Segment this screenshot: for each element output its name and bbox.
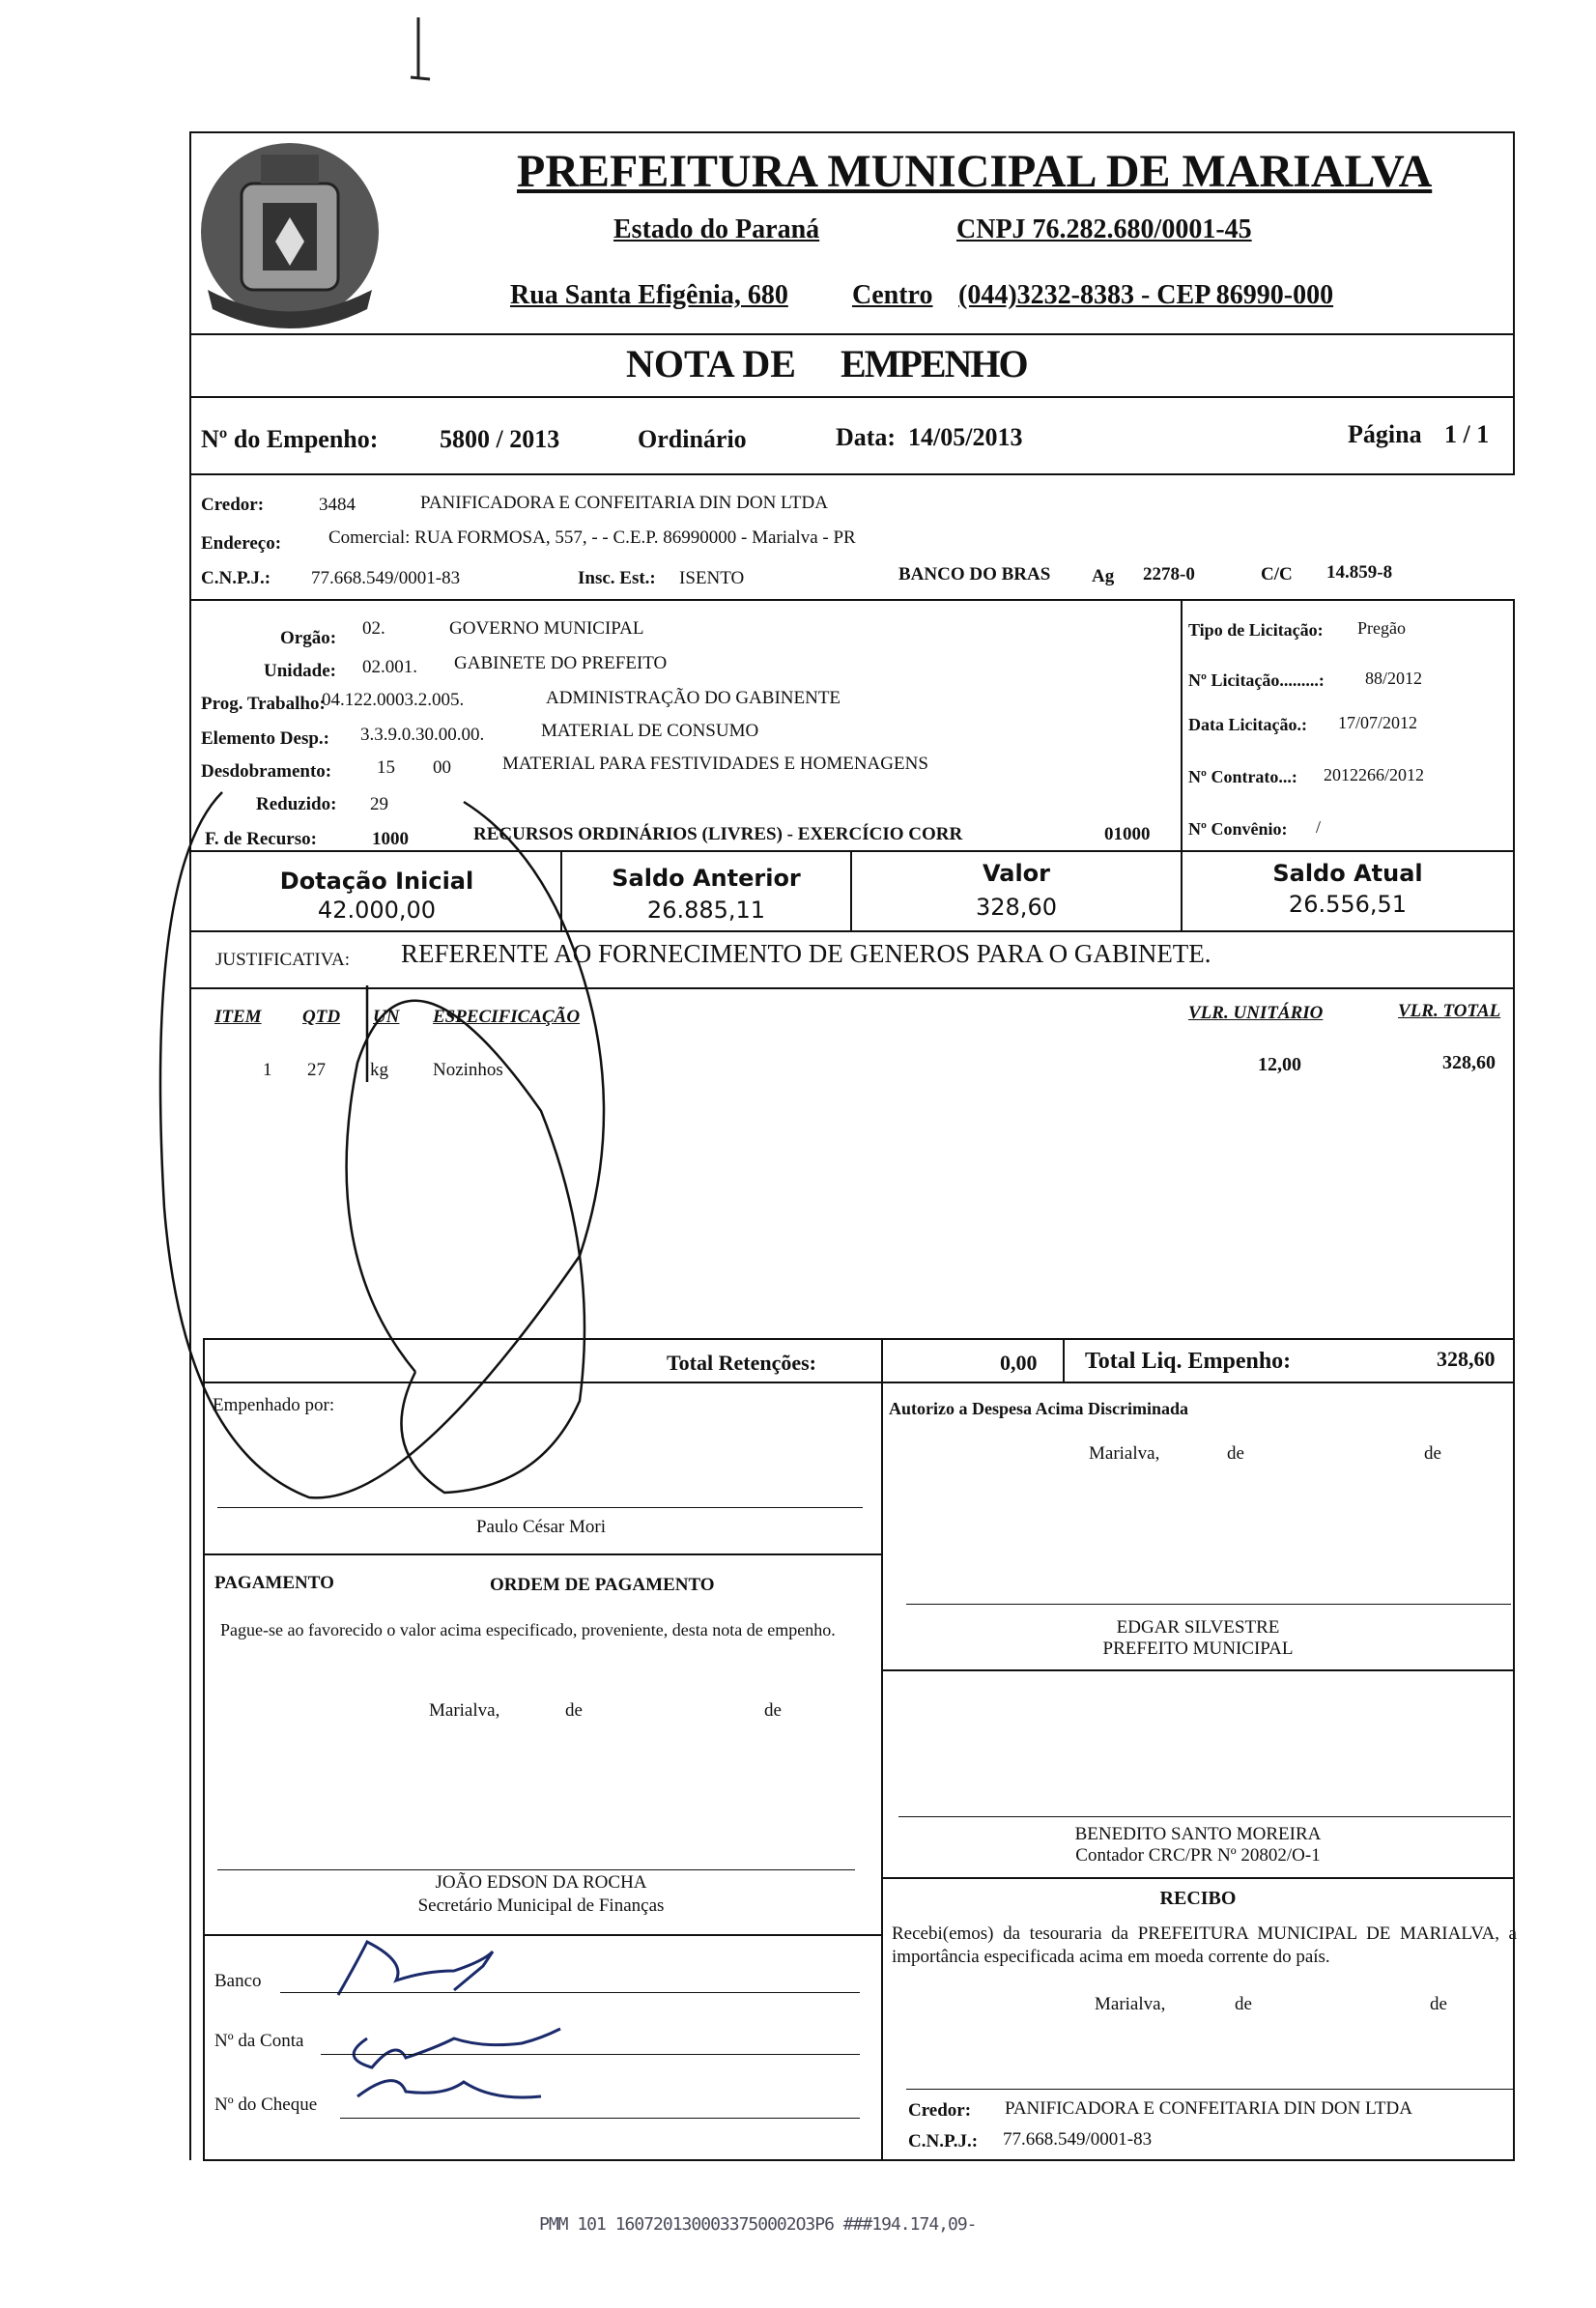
address-label: Endereço:	[201, 533, 282, 554]
header-cnpj: CNPJ 76.282.680/0001-45	[956, 214, 1252, 244]
recibo-city: Marialva,	[1095, 1994, 1166, 2014]
prefeito-bottom-border	[881, 1669, 1515, 1671]
pague-de2: de	[764, 1700, 782, 1721]
pague-city: Marialva,	[429, 1700, 500, 1721]
orgao-code: 02.	[362, 618, 385, 639]
row-item: 1	[263, 1060, 272, 1080]
conta-label: Nº da Conta	[214, 2031, 304, 2051]
liq-value: 328,60	[1437, 1347, 1496, 1371]
orgao-name: GOVERNO MUNICIPAL	[449, 618, 644, 639]
licitacao-num-label: Nº Licitação.........:	[1188, 670, 1325, 690]
totals-top-border	[203, 1338, 1515, 1340]
credor-name: PANIFICADORA E CONFEITARIA DIN DON LTDA	[420, 493, 828, 513]
elem-code: 3.3.9.0.30.00.00.	[360, 725, 485, 745]
licitacao-data: 17/07/2012	[1338, 713, 1418, 732]
secretario-title: Secretário Municipal de Finanças	[417, 1895, 665, 1916]
contador-bottom-border	[881, 1877, 1515, 1879]
bank-name: BANCO DO BRAS	[898, 564, 1051, 584]
banco-line	[280, 1992, 860, 1993]
autorizo-de2: de	[1424, 1443, 1441, 1464]
balance-label-0: Dotação Inicial	[279, 868, 474, 895]
title-bottom-border	[189, 396, 1515, 398]
recibo-cnpj: 77.668.549/0001-83	[1003, 2129, 1153, 2150]
prog-code: 04.122.0003.2.005.	[322, 690, 465, 710]
tipo-label: Tipo de Licitação:	[1188, 620, 1324, 640]
page-label: Página	[1348, 420, 1422, 448]
recurso-num: 01000	[1104, 824, 1151, 844]
recibo-de2: de	[1430, 1994, 1447, 2014]
secretario-name: JOÃO EDSON DA ROCHA	[435, 1872, 647, 1893]
pague-de1: de	[565, 1700, 583, 1721]
recurso-name: RECURSOS ORDINÁRIOS (LIVRES) - EXERCÍCIO CORR	[473, 824, 963, 844]
justificativa-text: REFERENTE AO FORNECIMENTO DE GENEROS PARA O GABINETE.	[401, 939, 1211, 968]
balance-value-0: 42.000,00	[317, 897, 437, 924]
row-qtd: 27	[307, 1060, 326, 1080]
doc-title-right: EMPENHO	[841, 342, 1027, 385]
prog-name: ADMINISTRAÇÃO DO GABINENTE	[546, 688, 841, 708]
justificativa-label: JUSTIFICATIVA:	[215, 950, 351, 970]
row-un: kg	[370, 1060, 388, 1080]
credor-address: Comercial: RUA FORMOSA, 557, - - C.E.P. 86990000 - Marialva - PR	[328, 527, 856, 548]
ret-value: 0,00	[1000, 1351, 1038, 1375]
credor-sign-line	[906, 2089, 1513, 2090]
contador-title: Contador CRC/PR Nº 20802/O-1	[1075, 1845, 1321, 1866]
recibo-credor-label: Credor:	[908, 2100, 972, 2121]
lower-middle-border	[881, 1338, 883, 2159]
reduzido-label: Reduzido:	[256, 794, 337, 814]
orgao-label: Orgão:	[280, 628, 337, 648]
empenhado-name: Paulo César Mori	[475, 1517, 607, 1537]
licitacao-num: 88/2012	[1365, 669, 1423, 688]
header-title: PREFEITURA MUNICIPAL DE MARIALVA	[517, 146, 1433, 197]
recurso-label: F. de Recurso:	[205, 829, 317, 849]
col-vlr-total: VLR. TOTAL	[1398, 1001, 1501, 1021]
scan-mark	[411, 17, 430, 79]
col-item: ITEM	[214, 1007, 262, 1027]
empenho-number: 5800 / 2013	[440, 425, 560, 453]
balance-label-3: Saldo Atual	[1272, 860, 1423, 887]
desd-code2: 00	[433, 757, 451, 778]
licitacao-data-label: Data Licitação.:	[1188, 715, 1307, 734]
desd-label: Desdobramento:	[201, 761, 332, 782]
recibo-cnpj-label: C.N.P.J.:	[908, 2131, 979, 2151]
header-address: Rua Santa Efigênia, 680	[510, 280, 788, 310]
cc-label: C/C	[1261, 564, 1293, 584]
conta-line	[321, 2054, 860, 2055]
prefeito-sign-line	[906, 1604, 1511, 1605]
page-number: 1 / 1	[1444, 420, 1490, 448]
empenho-type: Ordinário	[638, 425, 747, 453]
balance-label-1: Saldo Anterior	[612, 865, 801, 892]
desd-code1: 15	[377, 757, 395, 778]
empenhado-bottom-border	[203, 1553, 881, 1555]
crest-logo	[201, 143, 379, 328]
header-state: Estado do Paraná	[613, 214, 820, 244]
prefeito-name: EDGAR SILVESTRE	[1116, 1617, 1280, 1638]
budget-divider	[1181, 599, 1183, 850]
recibo-label: RECIBO	[1159, 1888, 1237, 1909]
col-espec: ESPECIFICAÇÃO	[433, 1007, 581, 1027]
balance-label-2: Valor	[982, 860, 1050, 887]
reduzido-value: 29	[370, 794, 388, 814]
contrato-label: Nº Contrato...:	[1188, 767, 1297, 786]
col-vlr-unit: VLR. UNITÁRIO	[1188, 1003, 1324, 1023]
header-top-border	[189, 131, 1515, 133]
header-bottom-border	[189, 333, 1515, 335]
totals-divider-2	[1063, 1338, 1065, 1382]
banco-label: Banco	[214, 1971, 262, 1991]
lower-left-border	[203, 1338, 205, 2159]
contador-name: BENEDITO SANTO MOREIRA	[1074, 1824, 1322, 1844]
elem-name: MATERIAL DE CONSUMO	[541, 721, 759, 741]
autorizo-de1: de	[1227, 1443, 1244, 1464]
balance-value-1: 26.885,11	[646, 897, 766, 924]
convenio-label: Nº Convênio:	[1188, 819, 1288, 839]
empenho-date: 14/05/2013	[908, 423, 1023, 451]
autorizo-text: Autorizo a Despesa Acima Discriminada	[889, 1399, 1188, 1418]
frame-left-border	[189, 131, 191, 2160]
prog-label: Prog. Trabalho:	[201, 694, 326, 714]
balance-value-2: 328,60	[976, 894, 1057, 921]
contrato-value: 2012266/2012	[1324, 765, 1425, 784]
credor-insc: ISENTO	[679, 568, 745, 588]
ret-label: Total Retenções:	[667, 1351, 816, 1375]
col-un: UN	[373, 1007, 400, 1027]
recibo-text: Recebi(emos) da tesouraria da PREFEITURA MUNICIPAL DE MARIALVA, a importância especificada acima em moeda corrente do país.	[892, 1923, 1517, 1967]
credor-label: Credor:	[201, 495, 265, 515]
frame-bottom-border	[203, 2159, 1515, 2161]
convenio-value: /	[1316, 817, 1322, 837]
ordem-label: ORDEM DE PAGAMENTO	[490, 1575, 715, 1595]
empenhado-sign-line	[217, 1507, 863, 1508]
tipo-value: Pregão	[1357, 618, 1406, 638]
creditor-bottom-border	[189, 599, 1515, 601]
balance-bottom-border	[189, 930, 1515, 932]
cheque-label: Nº do Cheque	[214, 2094, 318, 2115]
contador-sign-line	[898, 1816, 1511, 1817]
recibo-de1: de	[1235, 1994, 1252, 2014]
desd-name: MATERIAL PARA FESTIVIDADES E HOMENAGENS	[502, 754, 928, 774]
empenho-label: Nº do Empenho:	[201, 425, 379, 453]
autorizo-city: Marialva,	[1089, 1443, 1160, 1464]
doc-title-left: NOTA DE	[626, 342, 796, 385]
recurso-code: 1000	[372, 829, 409, 849]
recibo-credor-name: PANIFICADORA E CONFEITARIA DIN DON LTDA	[1005, 2098, 1412, 2119]
secretario-bottom-border	[203, 1934, 881, 1936]
cc-value: 14.859-8	[1326, 562, 1393, 583]
credor-cnpj: 77.668.549/0001-83	[311, 568, 461, 588]
header-phone-cep: (044)3232-8383 - CEP 86990-000	[958, 280, 1334, 310]
empenho-bottom-border	[189, 473, 1515, 475]
header-district: Centro	[852, 280, 933, 310]
row-vlr-total: 328,60	[1442, 1052, 1496, 1073]
secretario-sign-line	[217, 1869, 855, 1870]
frame-right-border-top	[1513, 131, 1515, 473]
row-espec: Nozinhos	[433, 1060, 503, 1080]
pagamento-label: PAGAMENTO	[214, 1573, 334, 1593]
empenhado-label: Empenhado por:	[213, 1395, 335, 1415]
ag-label: Ag	[1092, 566, 1115, 586]
handwritten-signature	[338, 1942, 560, 2097]
ag-value: 2278-0	[1143, 564, 1195, 584]
cheque-line	[340, 2118, 860, 2119]
unidade-name: GABINETE DO PREFEITO	[454, 653, 668, 673]
insc-label: Insc. Est.:	[578, 568, 656, 588]
liq-label: Total Liq. Empenho:	[1085, 1349, 1292, 1374]
prefeito-title: PREFEITO MUNICIPAL	[1102, 1638, 1294, 1659]
credor-code: 3484	[319, 495, 356, 515]
row-vlr-unit: 12,00	[1258, 1054, 1301, 1075]
pague-text: Pague-se ao favorecido o valor acima especificado, proveniente, desta nota de empenho.	[220, 1620, 836, 1639]
balance-value-3: 26.556,51	[1288, 891, 1408, 918]
unidade-label: Unidade:	[264, 661, 336, 681]
empenho-date-label: Data:	[836, 423, 897, 451]
unidade-code: 02.001.	[362, 657, 417, 677]
elem-label: Elemento Desp.:	[201, 728, 329, 749]
footer-code: PMM 101 1607201300033750002O3P6 ###194.174,09-	[539, 2214, 977, 2235]
totals-bottom-border	[203, 1382, 1515, 1383]
cnpj-label: C.N.P.J.:	[201, 568, 271, 588]
col-qtd: QTD	[302, 1007, 341, 1027]
justificativa-bottom-border	[189, 987, 1515, 989]
budget-bottom-border	[189, 850, 1515, 852]
